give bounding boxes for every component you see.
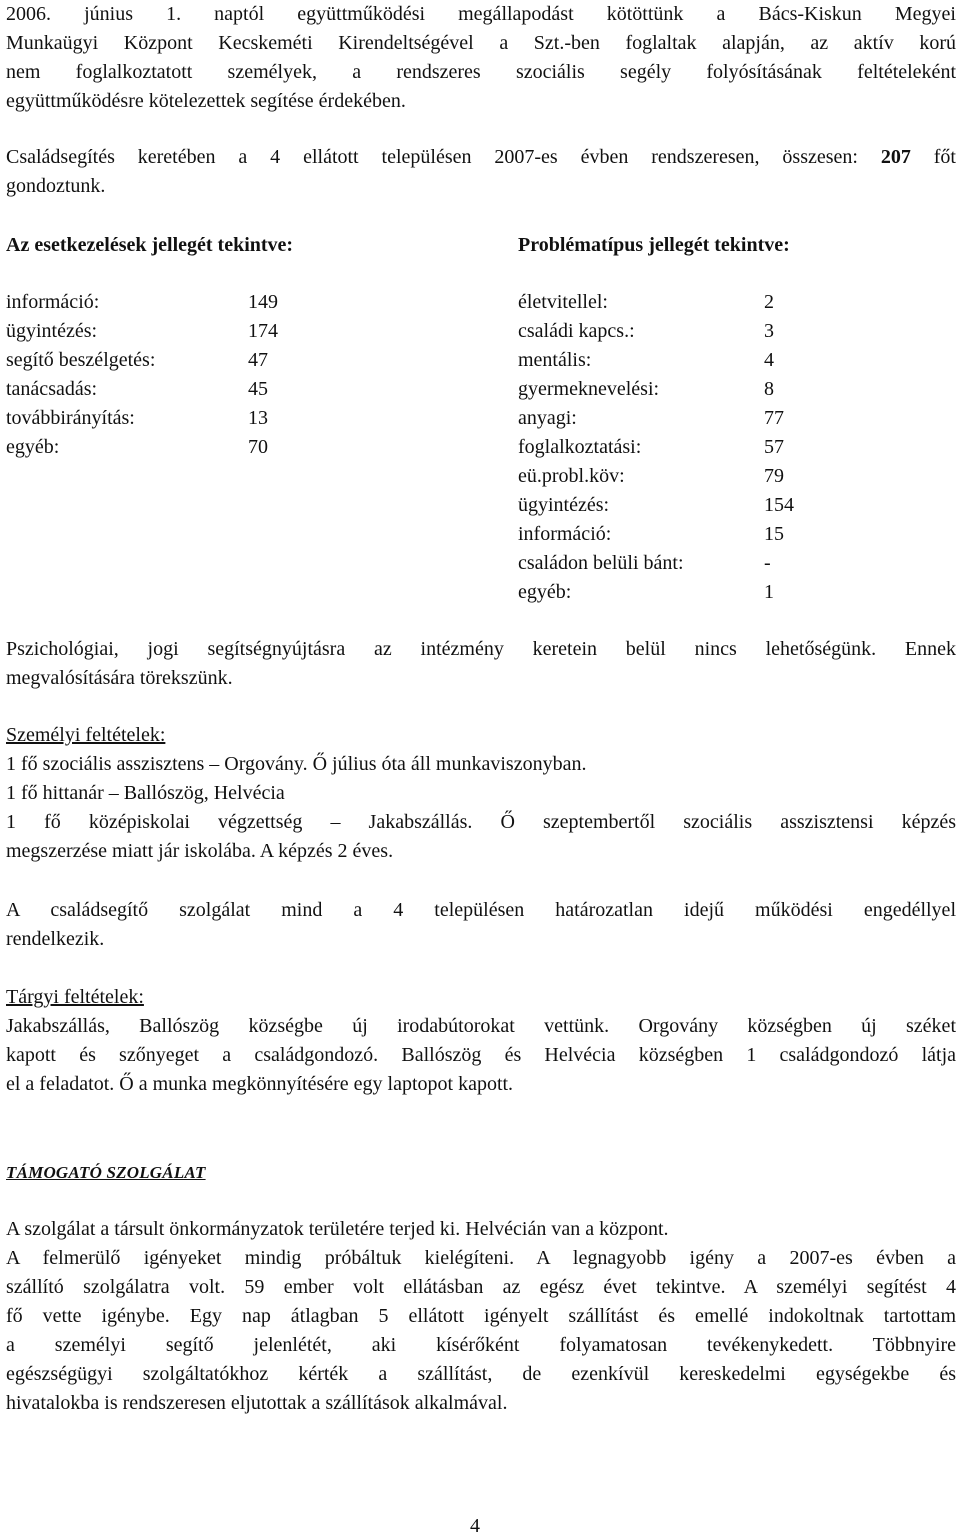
permit-line: A családsegítő szolgálat mind a 4 településen határozatlan idejű működési engedéllyel bbox=[6, 899, 956, 921]
case-table bbox=[6, 231, 506, 471]
support-section bbox=[6, 1158, 956, 1187]
material-line: Jakabszállás, Ballószög községbe új irodabútorokat vettünk. Orgovány községben új széket bbox=[6, 1015, 956, 1037]
table-row: életvitellel: 2 bbox=[518, 291, 774, 313]
table-row: családon belüli bánt: - bbox=[518, 552, 771, 574]
table-row: gyermeknevelési: 8 bbox=[518, 378, 774, 400]
personal-line: 1 fő hittanár – Ballószög, Helvécia bbox=[6, 782, 285, 804]
page-number: 4 bbox=[470, 1515, 480, 1537]
table-row: eü.probl.köv: 79 bbox=[518, 465, 784, 487]
family-line: gondoztunk. bbox=[6, 175, 106, 197]
table-row: ügyintézés: 174 bbox=[6, 320, 278, 342]
table-row: családi kapcs.: 3 bbox=[518, 320, 774, 342]
personal-line: megszerzése miatt jár iskolába. A képzés 2 éves. bbox=[6, 840, 394, 862]
support-line: szállító szolgálatra volt. 59 ember volt ellátásban az egész évet tekintve. A személyi segítést 4 bbox=[6, 1276, 956, 1298]
support-line: a személyi segítő jelenlétét, aki kísérőként folyamatosan tevékenykedett. Többnyire bbox=[6, 1334, 956, 1356]
table-row: egyéb: 70 bbox=[6, 436, 268, 458]
intro-line: Munkaügyi Központ Kecskeméti Kirendeltségével a Szt.-ben foglaltak alapján, az aktív korú bbox=[6, 32, 956, 54]
support-line: fő vette igénybe. Egy nap átlagban 5 ellátott igényelt szállítást és emellé indokoltnak tartottam bbox=[6, 1305, 956, 1327]
intro-line: együttműködésre kötelezettek segítése érdekében. bbox=[6, 90, 406, 112]
material-section bbox=[6, 983, 956, 1099]
support-line: A felmerülő igényeket mindig próbáltuk kielégíteni. A legnagyobb igény a 2007-es évben a bbox=[6, 1247, 956, 1269]
family-paragraph bbox=[6, 143, 956, 201]
support-line: hivatalokba is rendszeresen eljutottak a szállítások alkalmával. bbox=[6, 1392, 508, 1414]
family-total: 207 bbox=[880, 146, 911, 168]
material-line: kapott és szőnyeget a családgondozó. Ballószög és Helvécia községben 1 családgondozó látja bbox=[6, 1044, 956, 1066]
support-text bbox=[6, 1215, 956, 1418]
table-row: információ: 149 bbox=[6, 291, 278, 313]
problem-table bbox=[518, 231, 956, 611]
permit-line: rendelkezik. bbox=[6, 928, 105, 950]
table-row: foglalkoztatási: 57 bbox=[518, 436, 784, 458]
table-row: egyéb: 1 bbox=[518, 581, 774, 603]
table-row: mentális: 4 bbox=[518, 349, 774, 371]
personal-line: 1 fő szociális asszisztens – Orgovány. Ő július óta áll munkaviszonyban. bbox=[6, 753, 587, 775]
case-table-heading: Az esetkezelések jellegét tekintve: bbox=[6, 234, 294, 256]
support-line: egészségügyi szolgáltatókhoz kérték a szállítást, de ezenkívül kereskedelmi egységekbe és bbox=[6, 1363, 956, 1385]
family-line bbox=[6, 143, 956, 172]
intro-line: 2006. június 1. naptól együttműködési megállapodást kötöttünk a Bács-Kiskun Megyei bbox=[6, 3, 956, 25]
psych-line: Pszichológiai, jogi segítségnyújtásra az intézmény keretein belül nincs lehetőségünk. Ennek bbox=[6, 638, 956, 660]
support-title: TÁMOGATÓ SZOLGÁLAT bbox=[6, 1163, 206, 1182]
table-row: anyagi: 77 bbox=[518, 407, 784, 429]
table-row: információ: 15 bbox=[518, 523, 784, 545]
material-heading: Tárgyi feltételek: bbox=[6, 986, 144, 1008]
family-unit: főt bbox=[910, 146, 956, 168]
table-row: tanácsadás: 45 bbox=[6, 378, 268, 400]
psych-paragraph bbox=[6, 635, 956, 693]
material-line: el a feladatot. Ő a munka megkönnyítésére egy laptopot kapott. bbox=[6, 1073, 514, 1095]
intro-line: nem foglalkoztatott személyek, a rendszeres szociális segély folyósításának feltételeként bbox=[6, 61, 956, 83]
table-row: ügyintézés: 154 bbox=[518, 494, 794, 516]
problem-table-heading: Problématípus jellegét tekintve: bbox=[518, 234, 790, 256]
permit-paragraph bbox=[6, 896, 956, 954]
table-row: segítő beszélgetés: 47 bbox=[6, 349, 268, 371]
family-text: Családsegítés keretében a 4 ellátott településen 2007-es évben rendszeresen, összesen: bbox=[6, 146, 881, 168]
psych-line: megvalósítására törekszünk. bbox=[6, 667, 233, 689]
personal-line: 1 fő középiskolai végzettség – Jakabszállás. Ő szeptembertől szociális asszisztensi képzés bbox=[6, 811, 956, 833]
table-row: továbbirányítás: 13 bbox=[6, 407, 268, 429]
personal-section bbox=[6, 721, 956, 866]
intro-paragraph bbox=[6, 0, 956, 116]
personal-heading: Személyi feltételek: bbox=[6, 724, 166, 746]
support-line: A szolgálat a társult önkormányzatok területére terjed ki. Helvécián van a központ. bbox=[6, 1218, 669, 1240]
